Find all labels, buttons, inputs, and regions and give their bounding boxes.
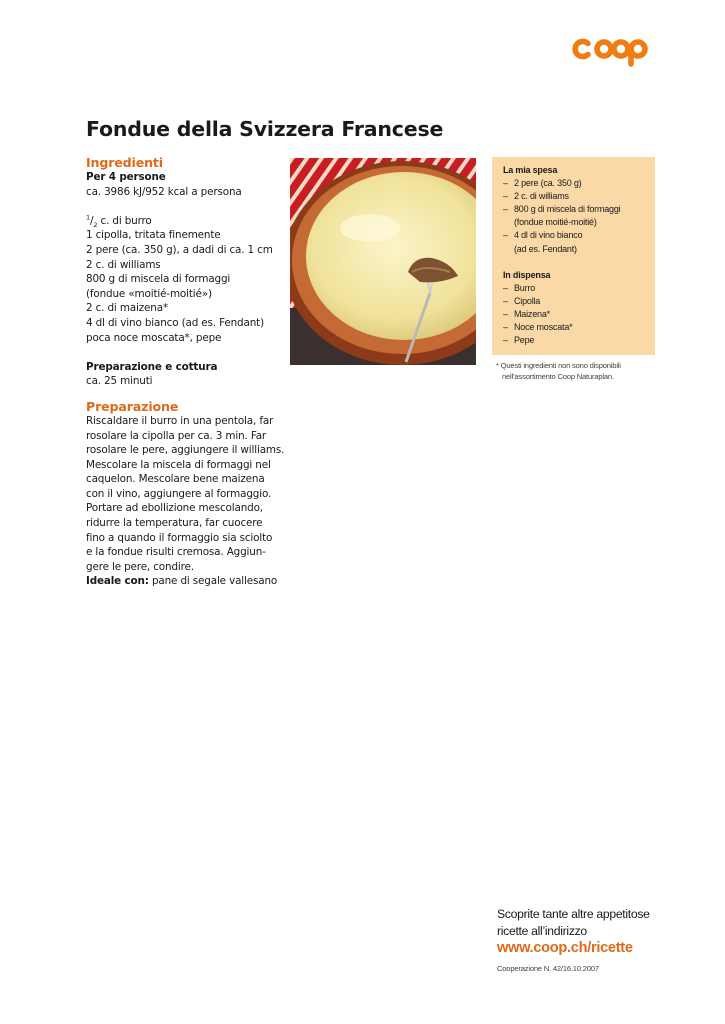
- shopping-item: – 2 pere (ca. 350 g): [503, 178, 582, 189]
- ingredient-butter: $^1/_2$ c. di burro: [86, 213, 152, 229]
- pantry-item: – Burro: [503, 282, 536, 293]
- ingredients-heading: Ingredienti: [86, 155, 163, 170]
- ingredient-item: (fondue «moitié-moitié»): [86, 287, 212, 300]
- fondue-photo: [290, 158, 476, 365]
- prep-time-value: ca. 25 minuti: [86, 375, 153, 388]
- shopping-item: – 2 c. di williams: [503, 191, 569, 202]
- footnote: * Questi ingredienti non sono disponibili nell’assortimento Coop Naturaplan.: [496, 361, 621, 381]
- shopping-item-continued: (ad es. Fendant): [514, 243, 577, 254]
- shopping-box: [492, 157, 655, 355]
- ingredient-item: 2 c. di maizena*: [86, 302, 168, 315]
- ingredient-item: 4 dl di vino bianco (ad es. Fendant): [86, 316, 264, 329]
- shopping-heading: La mia spesa: [503, 165, 558, 175]
- pantry-item: – Noce moscata*: [503, 322, 573, 333]
- ingredient-item: 2 pere (ca. 350 g), a dadi di ca. 1 cm: [86, 243, 273, 256]
- issue-info: Cooperazione N. 42/16.10.2007: [497, 964, 599, 973]
- pantry-item: – Cipolla: [503, 295, 541, 306]
- promo-text: Scoprite tante altre appetitose ricette all’indirizzo: [497, 907, 650, 938]
- shopping-item: – 4 dl di vino bianco: [503, 230, 583, 241]
- recipe-title: Fondue della Svizzera Francese: [86, 117, 444, 141]
- ingredient-list: [86, 228, 286, 345]
- recipes-link[interactable]: www.coop.ch/ricette: [497, 940, 633, 956]
- ingredient-item: 2 c. di williams: [86, 258, 161, 271]
- pantry-item: – Maizena*: [503, 308, 550, 319]
- ingredient-item: 800 g di miscela di formaggi: [86, 273, 231, 286]
- coop-logo: [571, 33, 655, 67]
- preparation-heading: Preparazione: [86, 398, 179, 414]
- pantry-item: – Pepe: [503, 335, 535, 346]
- ingredient-item: 1 cipolla, tritata finemente: [86, 229, 221, 242]
- ideal-with: Ideale con: pane di segale vallesano: [86, 575, 278, 588]
- servings: Per 4 persone: [86, 171, 166, 183]
- energy-info: ca. 3986 kJ/952 kcal a persona: [86, 185, 242, 198]
- recipe-body: [86, 155, 286, 589]
- prep-time-heading: Preparazione e cottura: [86, 360, 218, 373]
- shopping-item: – 800 g di miscela di formaggi: [503, 204, 621, 215]
- fondue-photo-icon: [290, 158, 476, 365]
- shopping-item-continued: (fondue moitié-moitié): [514, 217, 597, 228]
- ingredient-item: poca noce moscata*, pepe: [86, 331, 222, 344]
- preparation-text: Riscaldare il burro in una pentola, far rosolare la cipolla per ca. 3 min. Far rosolare le pere, aggiungere il williams. Mescolare la miscela di formaggi nel caquelon. Mescolare bene maizena con il vino, aggiungere al formaggio. Portare ad ebollizione mescolando, ridurre la temperatura, far cuocere fino a quando il formaggio sia sciolto e la fondue risulti cremosa. Aggiun- gere le pere, condire.: [86, 414, 285, 573]
- pantry-heading: In dispensa: [503, 269, 551, 280]
